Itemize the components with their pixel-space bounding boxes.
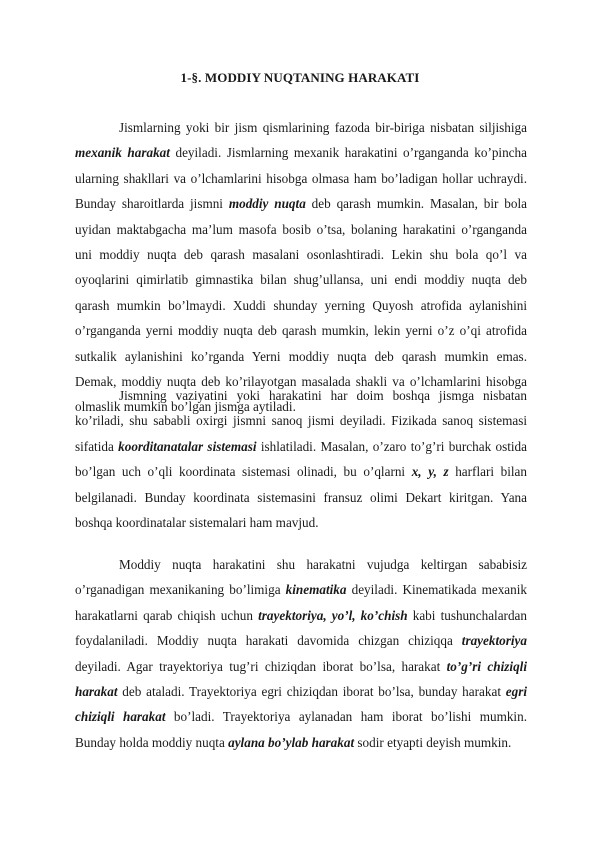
text-run: deyiladi. Agar trayektoriya tug’ri chiziqdan iborat bo’lsa, harakat <box>75 658 447 674</box>
section-title: 1-§. MODDIY NUQTANING HARAKATI <box>180 70 420 85</box>
paragraph <box>75 115 527 420</box>
paragraph <box>75 552 527 755</box>
text-run: harflari bilan belgilanadi. Bunday koordinata sistemasini fransuz olimi Dekart kiritgan. Yana boshqa koordinatalar sistemalari ham mavjud. <box>75 464 527 531</box>
term-emphasis: moddiy nuqta <box>228 196 306 212</box>
term-emphasis: koorditanatalar sistemasi <box>118 438 257 454</box>
paragraph <box>75 383 527 535</box>
term-emphasis: egri chiziqli harakat <box>75 684 527 725</box>
text-run: Jismning vaziyatini yoki harakatini har doim boshqa jismga nisbatan ko’riladi, shu sababli oxirgi jismni sanoq jismi deyiladi. Fizikada sanoq sistemasi sifatida <box>75 388 527 454</box>
text-run: Jismlarning yoki bir jism qismlarining fazoda bir-biriga nisbatan siljishiga <box>119 120 527 135</box>
term-emphasis: kinematika <box>285 582 347 598</box>
text-run: deb ataladi. Trayektoriya egri chiziqdan iborat bo’lsa, bunday harakat <box>117 684 506 700</box>
term-emphasis: x, y, z <box>411 464 449 480</box>
term-emphasis: trayektoriya, yo’l, ko’chish <box>258 607 408 623</box>
term-emphasis: to’g’ri chiziqli harakat <box>75 658 527 700</box>
text-run: bo’ladi. Trayektoriya aylanadan ham iborat bo’lishi mumkin. Bunday holda moddiy nuqta <box>75 709 527 750</box>
text-run: Moddiy nuqta harakatini shu harakatni vujudga keltirgan sababisiz o’rganadigan mexanikaning bo’limiga <box>75 557 527 598</box>
term-emphasis: aylana bo’ylab harakat <box>228 734 355 750</box>
text-run: sodir etyapti deyish mumkin. <box>354 734 512 750</box>
text-run: deb qarash mumkin. Masalan, bir bola uyidan maktabgacha ma’lum masofa bosib o’tsa, bolaning harakatini o’rganganda uni moddiy nuqta deb qarash masalani osonlashtiradi. Lekin shu bola qo’l va oyoqlarini qimirlatib gimnastika bilan shug’ullansa, uni endi moddiy nuqta deb qarash mumkin bo’lmaydi. Xuddi shunday yerning Quyosh atrofida aylanishini o’rganganda yerni moddiy nuqta deb qarash mumkin, lekin yerni o’z o’qi atrofida sutkalik aylanishini ko’rganda Yerni moddiy nuqta deb qarash mumkin emas. Demak, moddiy nuqta deb ko’rilayotgan masalada shakli va o’lchamlarini hisobga olmaslik mumkin bo’lgan jismga aytiladi. <box>75 196 528 415</box>
term-emphasis: trayektoriya <box>461 633 527 649</box>
text-run: deyiladi. Kinematikada mexanik harakatlarni qarab chiqish uchun <box>75 582 527 623</box>
text-run: deyiladi. Jismlarning mexanik harakatini o’rganganda ko’pincha ularning shakllari va o’lchamlarini hisobga olmasa ham bo’ladigan hollar uchraydi. Bunday sharoitlarda jismni <box>75 145 527 212</box>
term-emphasis: mexanik harakat <box>75 145 170 161</box>
text-run: ishlatiladi. Masalan, o’zaro to’g’ri burchak ostida bo’lgan uch o’qli koordinata sistemasi olinadi, bu o’qlarni <box>75 438 527 480</box>
text-run: kabi tushunchalardan foydalaniladi. Moddiy nuqta harakati davomida chizgan chiziqqa <box>75 607 527 649</box>
